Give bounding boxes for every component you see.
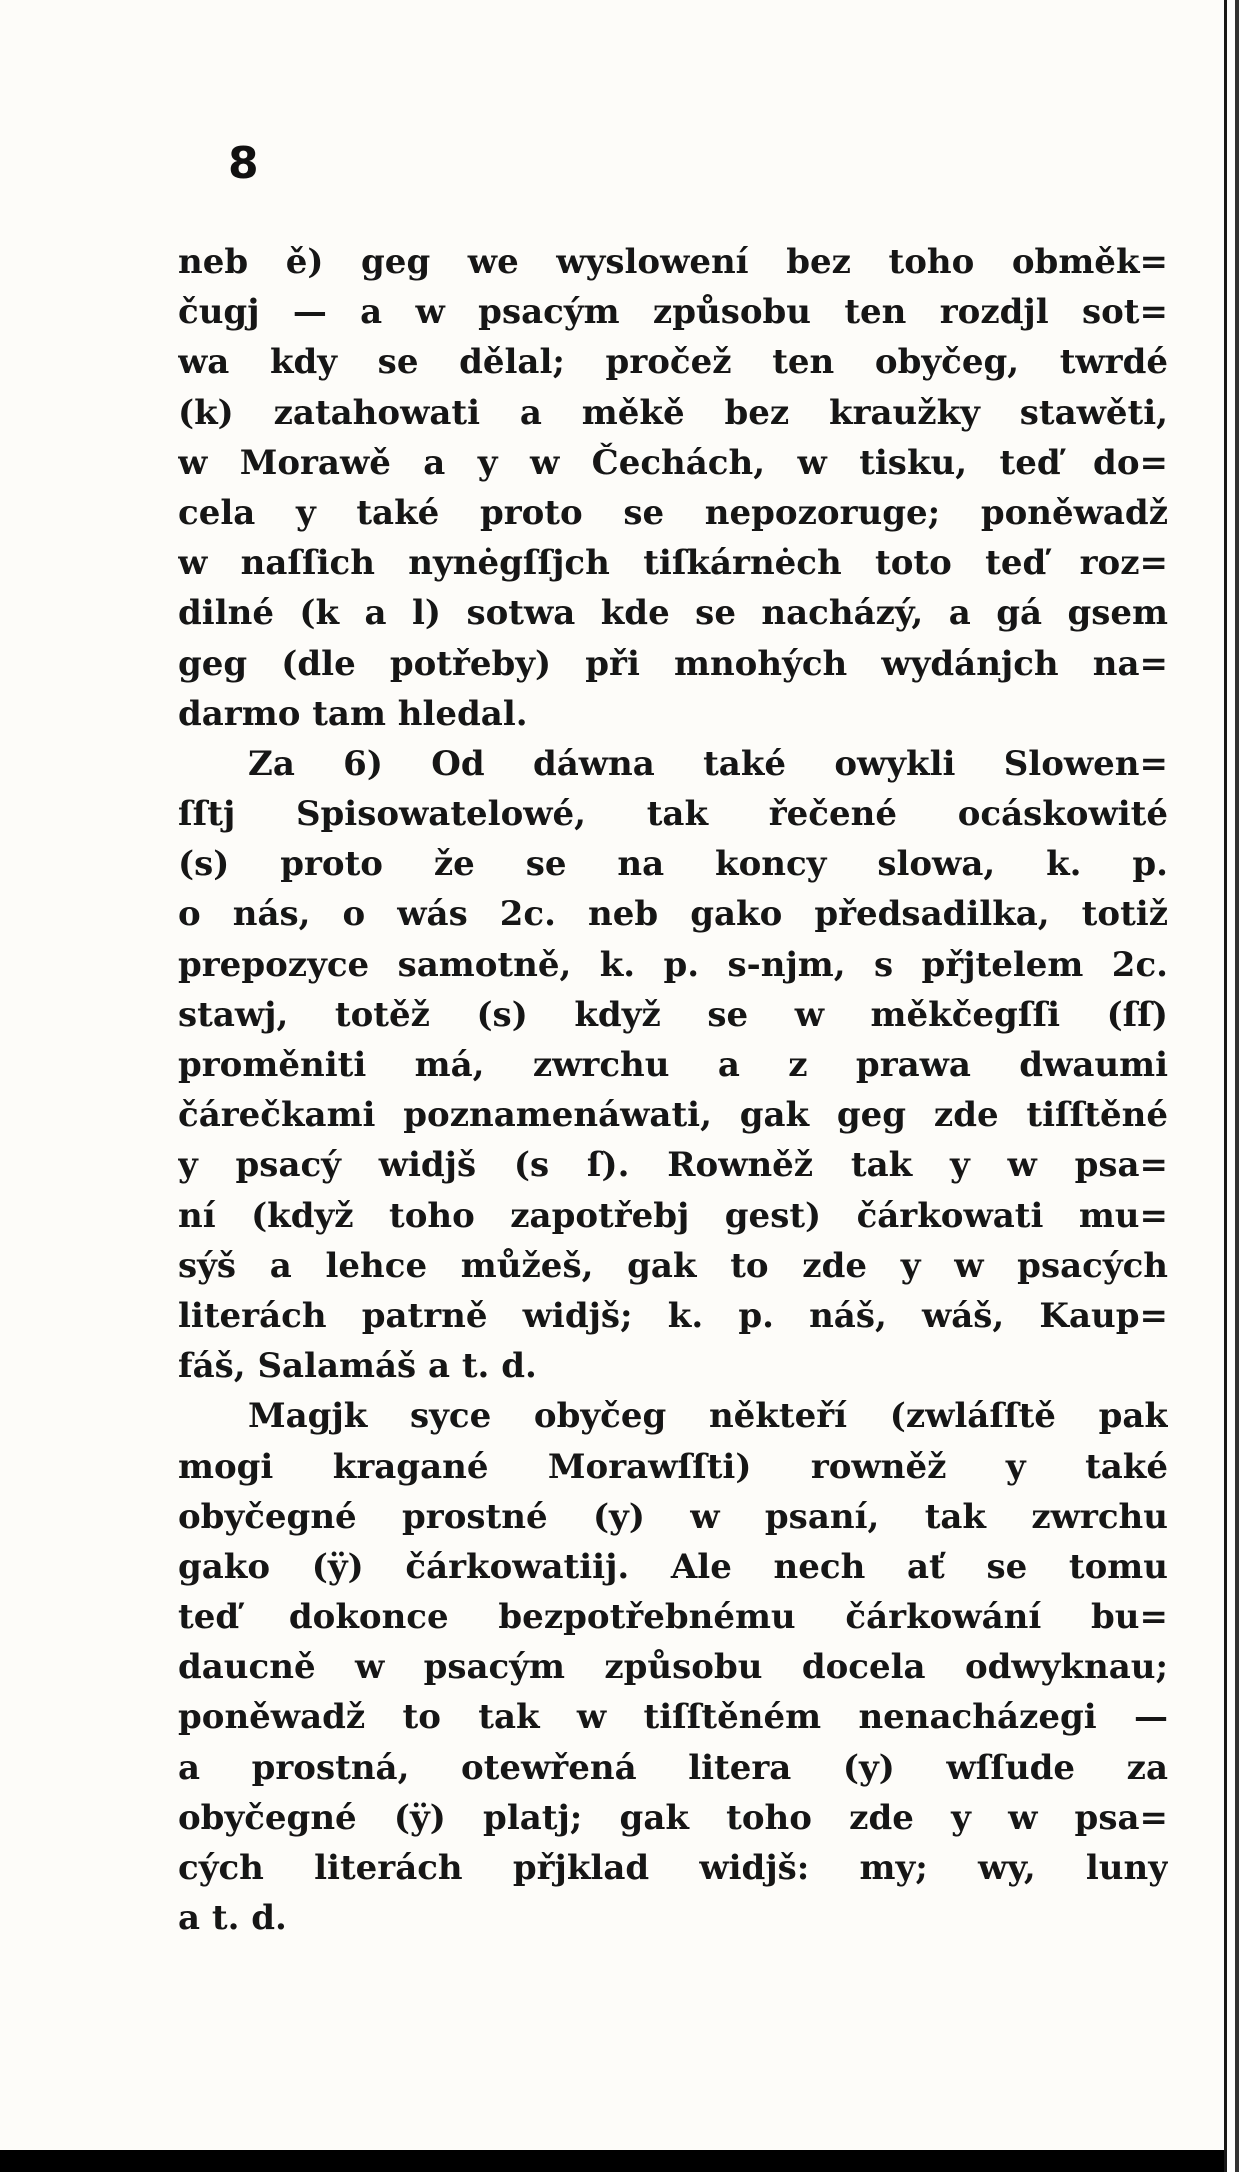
text-line: Magjk syce obyčeg někteří (zwláſſtě pak [248,1396,1168,1437]
text-line: o nás, o wás 2c. neb gako předsadilka, totiž [178,894,1168,935]
text-line: darmo tam hledal. [178,693,528,734]
text-line: y psacý widjš (s ſ). Rowněž tak y w psa= [178,1145,1168,1186]
text-line: gako (ÿ) čárkowatiij. Ale nech ať se tomu [178,1546,1168,1587]
text-line: w naſſich nynėgſſjch tiſkárnėch toto teď roz= [178,543,1168,584]
text-line: stawj, totěž (s) když se w měkčegſſi (ſſ) [178,994,1168,1035]
paragraph [178,237,1168,739]
text-line: ſſtj Spisowatelowé, tak řečené ocáskowité [178,794,1168,835]
page-number: 8 [228,138,259,189]
text-line: Za 6) Od dáwna také owykli Slowen= [248,743,1168,784]
text-line: obyčegné (ÿ) platj; gak toho zde y w psa= [178,1797,1168,1838]
text-line: dilné (k a l) sotwa kde se nacházý, a gá gsem [178,593,1168,634]
text-line: mogi kragané Morawſſti) rowněž y také [178,1446,1168,1487]
text-line: proměniti má, zwrchu a z prawa dwaumi [178,1045,1168,1085]
text-line: sýš a lehce můžeš, gak to zde y w psacých [178,1245,1168,1286]
text-line: (k) zatahowati a měkě bez kraužky stawěti, [178,392,1168,433]
text-line: a t. d. [178,1898,287,1939]
text-line: poněwadž to tak w tiſſtěném nenacházegi — [178,1697,1168,1738]
text-line: neb ě) geg we wyslowení bez toho obměk= [178,242,1168,282]
text-line: čugj — a w psacým způsobu ten rozdjl sot= [178,292,1168,333]
text-line: a prostná, otewřená litera (y) wſſude za [178,1747,1168,1788]
text-line: literách patrně widjš; k. p. náš, wáš, Kaup= [178,1295,1168,1336]
page-edge-right [1224,0,1257,2172]
text-line: (s) proto že se na koncy slowa, k. p. [178,844,1168,885]
text-line: ní (když toho zapotřebj gest) čárkowati mu= [178,1195,1168,1236]
text-line: daucně w psacým způsobu docela odwyknau; [178,1647,1168,1688]
text-line: cela y také proto se nepozoruge; poněwadž [178,492,1168,533]
text-line: čárečkami poznamenáwati, gak geg zde tiſſtěné [178,1095,1168,1136]
text-line: wa kdy se dělal; pročež ten obyčeg, twrdé [178,342,1168,383]
text-line: teď dokonce bezpotřebnému čárkowání bu= [178,1597,1168,1638]
text-line: cých literách přjklad widjš: my; wy, luny [178,1848,1168,1888]
paragraph [178,1391,1168,1943]
text-line: fáš, Salamáš a t. d. [178,1346,537,1387]
text-line: w Morawě a y w Čechách, w tisku, teď do= [178,442,1168,483]
paragraph [178,739,1168,1391]
text-line: prepozyce samotně, k. p. s-njm, s přjtelem 2c. [178,944,1168,985]
body-text [178,237,1168,1943]
page-edge-bottom [0,2150,1224,2172]
text-line: geg (dle potřeby) při mnohých wydánjch na= [178,643,1168,684]
text-line: obyčegné prostné (y) w psaní, tak zwrchu [178,1496,1168,1537]
